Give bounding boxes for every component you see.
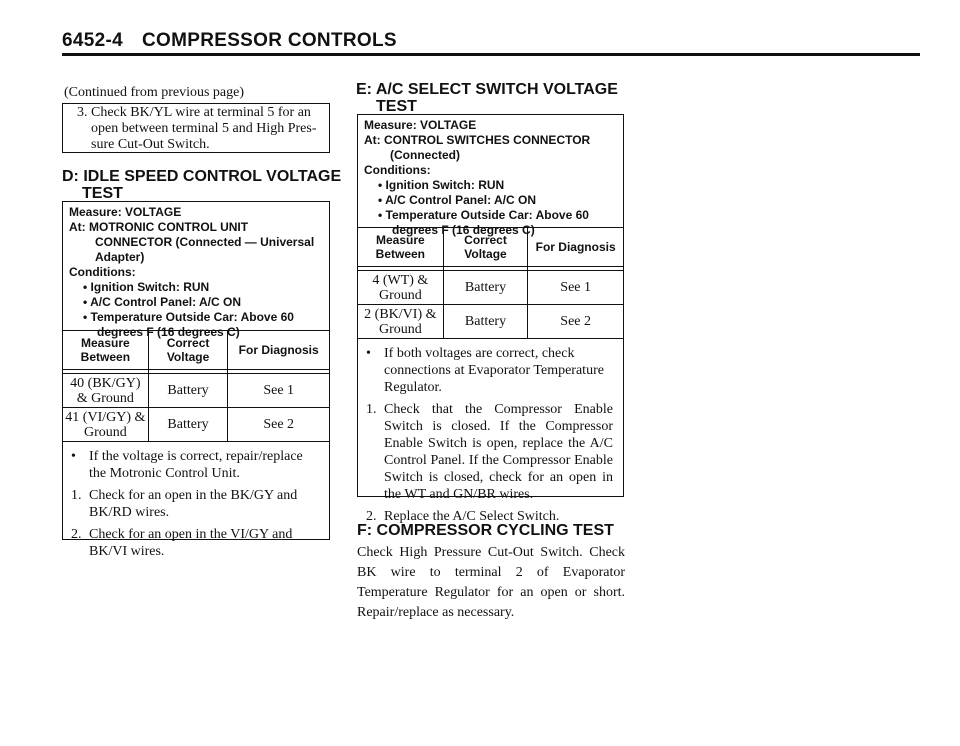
note-2-text: Replace the A/C Select Switch. xyxy=(384,509,560,524)
step3-box xyxy=(62,103,330,153)
section-e-measure-block xyxy=(358,115,623,237)
bullet-text: If the voltage is correct, repair/replace the Motronic Control Unit. xyxy=(89,449,303,481)
note-2-text: Check for an open in the VI/GY and BK/VI wires. xyxy=(89,527,293,559)
header-rule xyxy=(62,53,920,56)
section-d-title xyxy=(62,168,342,202)
section-d-measure-block xyxy=(63,202,329,339)
section-e-title-line2: TEST xyxy=(376,98,417,115)
section-d-box xyxy=(62,201,330,559)
cell-measure-between: 4 (WT) & Ground xyxy=(358,271,444,305)
cell-correct-voltage: Battery xyxy=(148,374,228,408)
header-correct-voltage: Correct Voltage xyxy=(148,331,228,370)
condition-3-line1: • Temperature Outside Car: Above 60 xyxy=(378,208,589,222)
list-item xyxy=(358,401,613,503)
condition-1: • Ignition Switch: RUN xyxy=(378,178,505,192)
table-row xyxy=(358,305,624,339)
section-e-title xyxy=(356,81,656,115)
table-row xyxy=(63,374,330,408)
header-for-diagnosis: For Diagnosis xyxy=(528,228,624,267)
header-correct-voltage: Correct Voltage xyxy=(443,228,528,267)
table-row xyxy=(358,271,624,305)
conditions-label: Conditions: xyxy=(69,265,136,279)
section-f-title: F: COMPRESSOR CYCLING TEST xyxy=(357,522,614,539)
at-line-1: At: MOTRONIC CONTROL UNIT xyxy=(69,220,249,234)
at-line-3: Adapter) xyxy=(95,250,145,264)
voltage-table-e xyxy=(357,227,624,339)
cell-correct-voltage: Battery xyxy=(443,305,528,339)
section-e-box xyxy=(357,114,624,524)
condition-3-line1: • Temperature Outside Car: Above 60 xyxy=(83,310,294,324)
condition-1: • Ignition Switch: RUN xyxy=(83,280,210,294)
step3-line-2: open between terminal 5 and High Pres- xyxy=(91,121,317,136)
cell-correct-voltage: Battery xyxy=(443,271,528,305)
page-header xyxy=(62,28,922,58)
cell-for-diagnosis: See 2 xyxy=(228,408,330,442)
table-header-row xyxy=(358,228,624,267)
bullet-marker: • xyxy=(71,449,76,464)
step3-line-1: 3. Check BK/YL wire at terminal 5 for an xyxy=(77,105,311,120)
header-for-diagnosis: For Diagnosis xyxy=(228,331,330,370)
section-e-notes xyxy=(358,339,623,525)
condition-3-line2: degrees F (16 degrees C) xyxy=(97,325,240,339)
number-marker: 1. xyxy=(71,488,82,503)
condition-2: • A/C Control Panel: A/C ON xyxy=(378,193,536,207)
section-d-title-line2: TEST xyxy=(82,185,123,202)
section-e-title-line1: E: A/C SELECT SWITCH VOLTAGE xyxy=(356,81,618,98)
at-line-2: CONNECTOR (Connected — Universal xyxy=(95,235,315,249)
measure-label: Measure: VOLTAGE xyxy=(69,205,182,219)
list-item xyxy=(63,487,315,521)
step3-line-3: sure Cut-Out Switch. xyxy=(91,137,210,152)
header-measure-between: Measure Between xyxy=(358,228,444,267)
table-row xyxy=(63,408,330,442)
measure-label: Measure: VOLTAGE xyxy=(364,118,477,132)
number-marker: 2. xyxy=(71,527,82,542)
cell-for-diagnosis: See 2 xyxy=(528,305,624,339)
note-1-text: Check for an open in the BK/GY and BK/RD wires. xyxy=(89,488,298,520)
section-f-body: Check High Pressure Cut-Out Switch. Check BK wire to terminal 2 of Evaporator Temperature Regulator for an open or short. Repair/replace as necessary. xyxy=(357,545,625,620)
at-line-2: (Connected) xyxy=(390,148,460,162)
continued-note: (Continued from previous page) xyxy=(64,85,245,100)
condition-2: • A/C Control Panel: A/C ON xyxy=(83,295,241,309)
section-d-notes xyxy=(63,442,329,560)
bullet-marker: • xyxy=(366,346,371,361)
bullet-text: If both voltages are correct, check connections at Evaporator Temperature Regulator. xyxy=(384,346,604,395)
list-item xyxy=(358,345,613,396)
cell-measure-between: 40 (BK/GY) & Ground xyxy=(63,374,149,408)
condition-3-line2: degrees F (16 degrees C) xyxy=(392,223,535,237)
cell-for-diagnosis: See 1 xyxy=(528,271,624,305)
conditions-label: Conditions: xyxy=(364,163,431,177)
cell-correct-voltage: Battery xyxy=(148,408,228,442)
section-d-title-line1: D: IDLE SPEED CONTROL VOLTAGE xyxy=(62,168,342,185)
voltage-table-d xyxy=(62,330,330,442)
page-number: 6452-4 xyxy=(62,30,123,51)
cell-for-diagnosis: See 1 xyxy=(228,374,330,408)
at-line-1: At: CONTROL SWITCHES CONNECTOR xyxy=(364,133,591,147)
list-item xyxy=(63,526,315,560)
section-title: COMPRESSOR CONTROLS xyxy=(142,30,397,51)
list-item xyxy=(63,448,315,482)
table-header-row xyxy=(63,331,330,370)
note-1-text: Check that the Compressor Enable Switch is closed. If the Compressor Enable Switch is open, replace the A/C Control Panel. If the Compressor Enable Switch is closed, check for an open in the WT and GN/BR wires. xyxy=(384,402,613,502)
header-measure-between: Measure Between xyxy=(63,331,149,370)
cell-measure-between: 41 (VI/GY) & Ground xyxy=(63,408,149,442)
cell-measure-between: 2 (BK/VI) & Ground xyxy=(358,305,444,339)
number-marker: 1. xyxy=(366,402,377,417)
number-marker: 2. xyxy=(366,509,377,524)
